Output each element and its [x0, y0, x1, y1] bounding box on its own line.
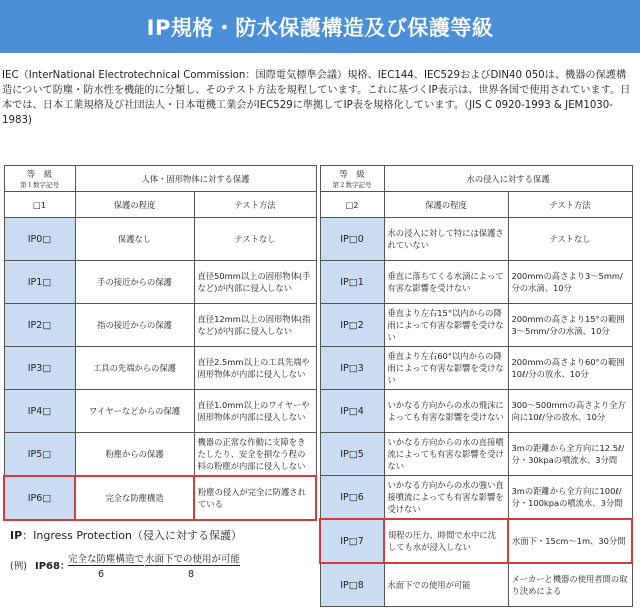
grade-symbol-cell: □2: [320, 192, 384, 218]
degree-cell: ワイヤーなどからの保護: [75, 390, 194, 433]
degree-cell: 規程の圧力、時間で水中に沈しても水が浸入しない: [384, 519, 508, 563]
ip-code-cell: IP□7: [320, 519, 384, 563]
test-cell: 機器の正常な作動に支障をきたしたり、安全を損なう程の料の粉塵が内部に侵入しない: [194, 433, 316, 477]
table-row: [4, 261, 316, 304]
table-row: [4, 390, 316, 433]
ip-code-cell: IP□3: [320, 347, 384, 390]
table-row: [4, 304, 316, 347]
table-row: [320, 476, 632, 520]
example-digit2: 8: [188, 569, 195, 580]
example-digit1: 6: [98, 569, 105, 580]
test-cell: 直径2.5mm以上の工具先端や固形物体が内部に侵入しない: [194, 347, 316, 390]
ip-code-cell: IP5□: [4, 433, 75, 477]
ip-code-cell: IP□6: [320, 476, 384, 520]
table-row: [320, 304, 632, 347]
degree-header: 保護の程度: [384, 192, 508, 218]
ip-code-cell: IP□5: [320, 433, 384, 476]
test-cell: 3mの距離から全方向に100ℓ/分・100kpaの噴流水、3分間: [508, 476, 632, 520]
test-cell: メーカーと機器の使用者間の取り決めによる: [508, 563, 632, 607]
example-code: IP68：: [35, 561, 70, 572]
protection-title-header: 人体・固形物体に対する保護: [75, 166, 316, 192]
ip-definition-note: [10, 527, 242, 543]
grade-symbol-cell: □1: [4, 192, 75, 218]
degree-cell: 工具の先端からの保護: [75, 347, 194, 390]
ip-code-cell: IP□0: [320, 218, 384, 261]
degree-cell: 完全な防塵構造: [75, 476, 194, 520]
degree-cell: 垂直より左右15°以内からの降雨によって有害な影響を受けない: [384, 304, 508, 347]
ip-code-cell: IP1□: [4, 261, 75, 304]
example-digit1-desc: 完全な防塵構造で: [68, 551, 144, 566]
degree-cell: 手の接近からの保護: [75, 261, 194, 304]
test-header: テスト方法: [194, 192, 316, 218]
ip-code-cell: IP2□: [4, 304, 75, 347]
degree-cell: 水の浸入に対して特には保護されていない: [384, 218, 508, 261]
table-subheader-row: [320, 192, 632, 218]
ip-code-cell: IP□8: [320, 563, 384, 607]
ip-code-cell: IP3□: [4, 347, 75, 390]
degree-cell: 水面下での使用が可能: [384, 563, 508, 607]
intro-paragraph: IEC（InterNational Electrotechnical Commission：国際電気標準会議）規格、IEC144、IEC529およびDIN40 050は、機器の保護構造について防塵・防水性を機能的に分類し、そのテスト方法を規程しています。これに基づくIP表示は、世界各国で使用されています。日本では、日本工業規格及び社団法人・日本電機工業会がIEC529に準拠してIP表を規格化しています。（JIS C 0920-1993 & JEM1030-1983): [2, 70, 631, 126]
degree-cell: 粉塵からの保護: [75, 433, 194, 477]
solid-protection-table: [3, 165, 317, 521]
table-header-row: [4, 166, 316, 192]
grade-header-cell: 等 級 第２数字記号: [320, 166, 384, 192]
table-row: [320, 347, 632, 390]
degree-cell: いかなる方向からの水の飛沫によっても有害な影響を受けない: [384, 390, 508, 433]
example-digit2-desc: 水面下での使用が可能: [145, 551, 240, 566]
test-cell: 粉塵の侵入が完全に防護されている: [194, 476, 316, 520]
ip-label: IP: [10, 529, 23, 542]
table-row: [320, 390, 632, 433]
degree-cell: 保護なし: [75, 218, 194, 261]
ip-code-cell: IP□1: [320, 261, 384, 304]
test-cell: 200mmの高さより60°の範囲10ℓ/分の放水、10分: [508, 347, 632, 390]
table-row: [320, 218, 632, 261]
degree-cell: 指の接近からの保護: [75, 304, 194, 347]
test-cell: 直径1.0mm以上のワイヤーや固形物体が内部に侵入しない: [194, 390, 316, 433]
test-cell: 水面下・15cm～1m、30分間: [508, 519, 632, 563]
test-cell: テストなし: [194, 218, 316, 261]
grade-header-cell: 等 級 第１数字記号: [4, 166, 75, 192]
table-row-highlighted: [320, 519, 632, 563]
degree-cell: 垂直に落ちてくる水滴によって有害な影響を受けない: [384, 261, 508, 304]
ip-example: [10, 551, 310, 591]
water-protection-table: [319, 165, 633, 607]
page-title-banner: [0, 0, 640, 53]
test-cell: 200mmの高さより15°の範囲3～5mm/分の水滴、10分: [508, 304, 632, 347]
page-title: IP規格・防水保護構造及び保護等級: [146, 15, 494, 40]
table-row: [4, 347, 316, 390]
ip-code-cell: IP6□: [4, 476, 75, 520]
table-row: [4, 433, 316, 477]
table-header-row: [320, 166, 632, 192]
table-row: [320, 261, 632, 304]
test-cell: 直径50mm以上の固形物体(手など)が内部に侵入しない: [194, 261, 316, 304]
test-cell: 直径12mm以上の固形物体(指など)が内部に侵入しない: [194, 304, 316, 347]
test-header: テスト方法: [508, 192, 632, 218]
example-label: (例): [10, 561, 27, 572]
ip-code-cell: IP4□: [4, 390, 75, 433]
test-cell: テストなし: [508, 218, 632, 261]
ip-code-cell: IP0□: [4, 218, 75, 261]
ip-code-cell: IP□2: [320, 304, 384, 347]
table-subheader-row: [4, 192, 316, 218]
test-cell: 3mの距離から全方向に12.5ℓ/分・30kpaの噴流水、3分間: [508, 433, 632, 476]
degree-cell: 垂直より左右60°以内からの降雨によって有害な影響を受けない: [384, 347, 508, 390]
ip-code-cell: IP□4: [320, 390, 384, 433]
ip-definition-text: ：Ingress Protection（侵入に対する保護）: [22, 529, 243, 542]
degree-header: 保護の程度: [75, 192, 194, 218]
table-row: [320, 433, 632, 476]
table-row-highlighted: [4, 476, 316, 520]
degree-cell: いかなる方向からの水の直接噴流によっても有害な影響を受けない: [384, 433, 508, 476]
test-cell: 300～500mmの高さより全方向に10ℓ/分の放水、10分: [508, 390, 632, 433]
table-row: [4, 218, 316, 261]
protection-title-header: 水の侵入に対する保護: [384, 166, 632, 192]
degree-cell: いかなる方向からの水の強い直接噴流によっても有害な影響を受けない: [384, 476, 508, 520]
table-row: [320, 563, 632, 607]
test-cell: 200mmの高さより3～5mm/分の水滴、10分: [508, 261, 632, 304]
